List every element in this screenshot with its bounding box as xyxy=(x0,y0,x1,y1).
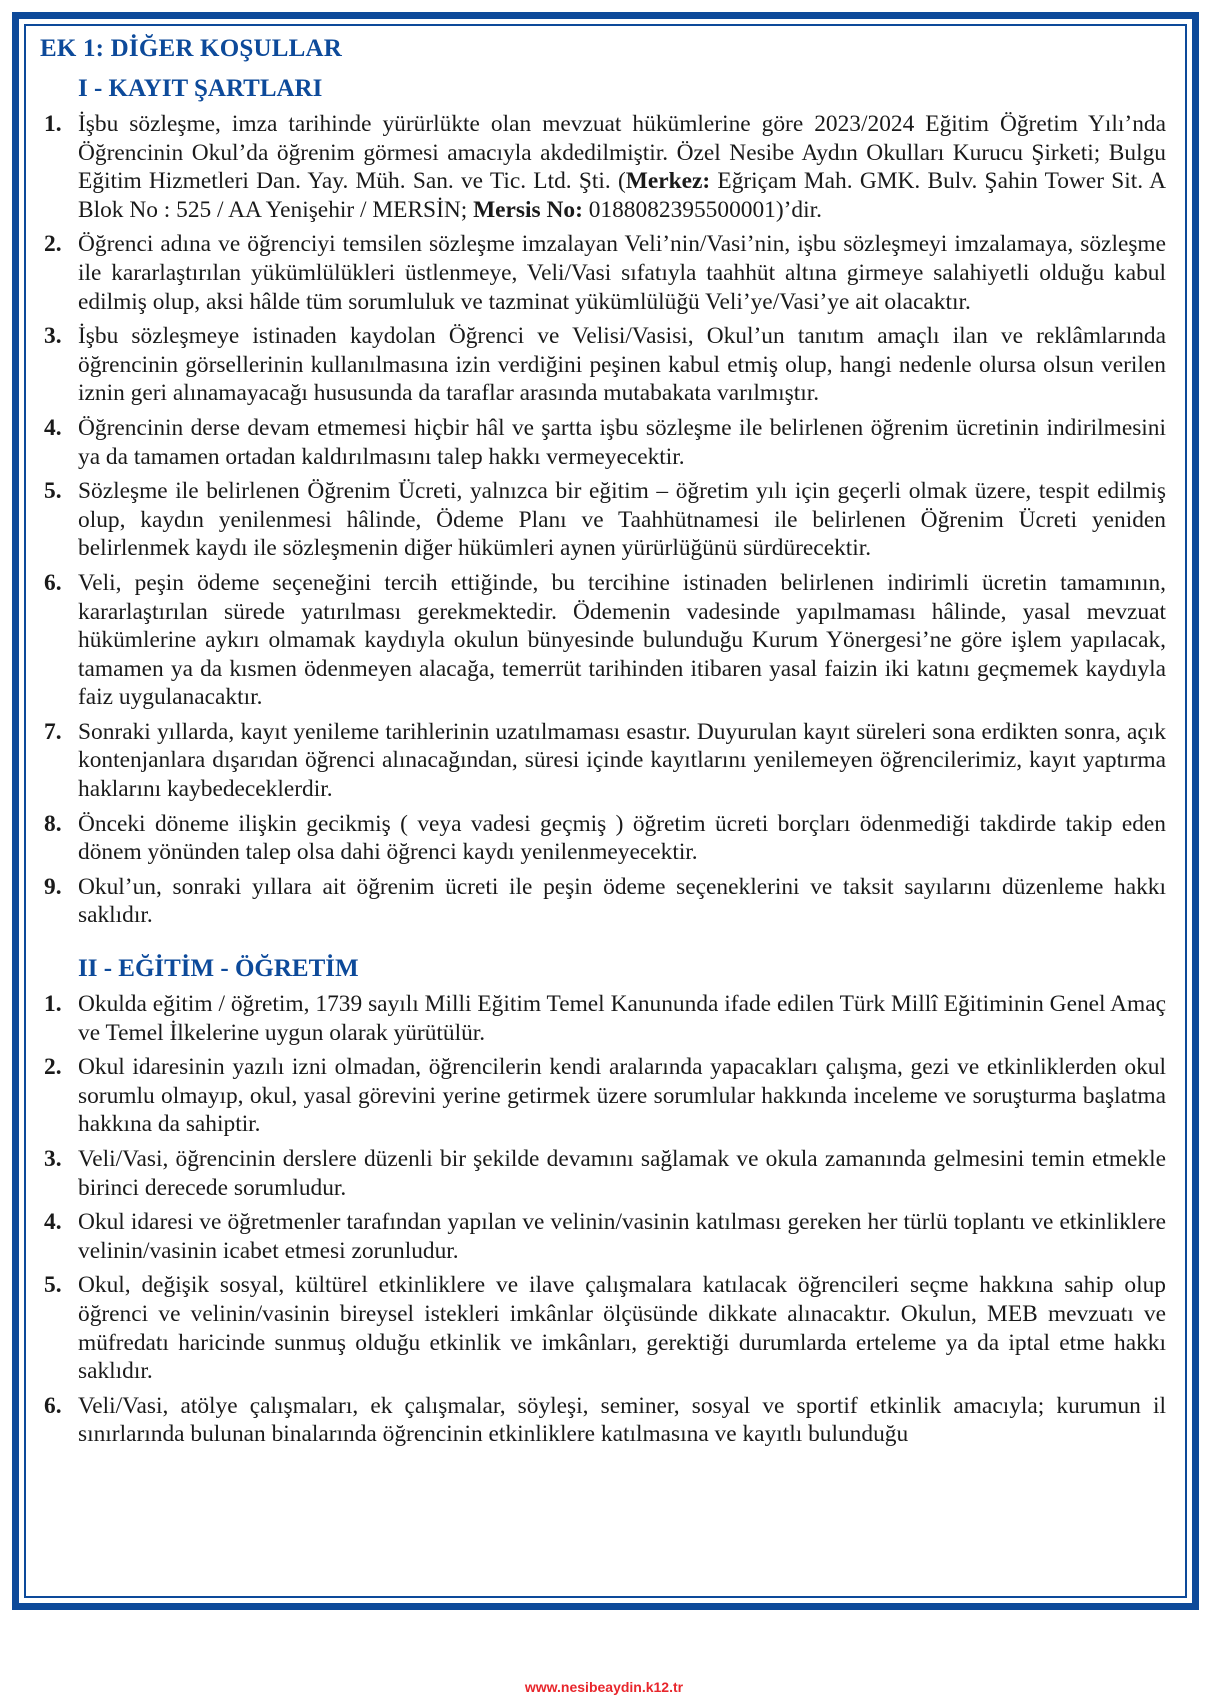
item-text: Veli, peşin ödeme seçeneğini tercih ettiğinde, bu tercihine istinaden belirlenen indirimli ücretin tamamının, kararlaştırılan sürede yatırılması gerekmektedir. Ödemenin vadesinde yapılmaması hâlinde, yasal mevzuat hükümlerine aykırı olmamak kaydıyla okulun bünyesinde bulunduğu Kurum Yönergesi’ne göre işlem yapılacak, tamamen ya da kısmen ödenmeyen alacağa, temerrüt tarihinden itibaren yasal faizin iki katını geçmemek kaydıyla faiz uygulanacaktır. xyxy=(78,569,1166,711)
list-item xyxy=(40,569,1166,712)
item-number: 4. xyxy=(44,1209,62,1236)
item-text: Okul idaresi ve öğretmenler tarafından yapılan ve velinin/vasinin katılması gereken her türlü toplantı ve etkinliklere velinin/vasinin icabet etmesi zorunludur. xyxy=(78,1209,1166,1264)
item-text: İşbu sözleşmeye istinaden kaydolan Öğrenci ve Velisi/Vasisi, Okul’un tanıtım amaçlı ilan ve reklâmlarında öğrencinin görsellerinin kullanılmasına izin verdiğini peşinen kabul etmiş olup, hangi nedenle olursa olsun verilen iznin geri alınamayacağı hususunda da taraflar arasında mutabakata varılmıştır. xyxy=(78,323,1166,407)
item-text: Okul, değişik sosyal, kültürel etkinliklere ve ilave çalışmalara katılacak öğrencileri seçme hakkına sahip olup öğrenci ve velinin/vasinin bireysel istekleri imkânlar ölçüsünde dikkate alınacaktır. Okulun, MEB mevzuatı ve müfredatı haricinde sunmuş olduğu etkinlik ve imkânları, gerektiği durumlarda erteleme ya da iptal etme hakkı saklıdır. xyxy=(78,1272,1166,1385)
list-item xyxy=(40,1145,1166,1202)
section-heading-kayit-sartlari: I - KAYIT ŞARTLARI xyxy=(78,75,323,102)
item-number: 4. xyxy=(44,414,62,441)
item-text: Öğrencinin derse devam etmemesi hiçbir hâl ve şartta işbu sözleşme ile belirlenen öğrenim ücretinin indirilmesini ya da tamamen ortadan kaldırılmasını talep hakkı vermeyecektir. xyxy=(78,414,1166,470)
item-number: 8. xyxy=(44,810,62,837)
item-text: Öğrenci adına ve öğrenciyi temsilen sözleşme imzalayan Veli’nin/Vasi’nin, işbu sözleşmeyi imzalamaya, sözleşme ile kararlaştırılan yükümlülükleri üstlenmeye, Veli/Vasi sıfatıyla taahhüt altına girmeye salahiyetli olduğu kabul edilmiş olup, aksi hâlde tüm sorumluluk ve tazminat yükümlülüğü Veli’ye/Vasi’ye ait olacaktır. xyxy=(78,231,1166,315)
list-item xyxy=(40,718,1166,804)
list-item xyxy=(40,110,1166,224)
list-item xyxy=(40,990,1166,1047)
item-number: 5. xyxy=(44,478,62,505)
item-number: 3. xyxy=(44,323,62,350)
item-text: Okulda eğitim / öğretim, 1739 sayılı Milli Eğitim Temel Kanununda ifade edilen Türk Millî Eğitiminin Genel Amaç ve Temel İlkelerine uygun olarak yürütülür. xyxy=(78,991,1166,1046)
list-item xyxy=(40,1271,1166,1385)
item-text: Veli/Vasi, atölye çalışmaları, ek çalışmalar, söyleşi, seminer, sosyal ve sportif etkinlik amacıyla; kurumun il sınırlarında bulunan binalarında öğrencinin etkinliklere katılmasına ve kayıtlı bulunduğu xyxy=(78,1392,1166,1448)
item-text-part: Eğriçam Mah. GMK. Bulv. Şahin Tower Sit. A Blok No : 525 / AA Yenişehir / MERSİN; xyxy=(78,168,1166,223)
list-item xyxy=(40,477,1166,563)
document-content xyxy=(40,34,1166,1449)
item-number: 2. xyxy=(44,231,62,258)
item-text-part: 0188082395500001)’dir. xyxy=(582,196,822,223)
item-number: 3. xyxy=(44,1146,62,1172)
item-text: Sözleşme ile belirlenen Öğrenim Ücreti, yalnızca bir eğitim – öğretim yılı için geçerli olmak üzere, tespit edilmiş olup, kaydın yenilenmesi hâlinde, Ödeme Planı ve Taahhütnamesi ile belirlenen Öğrenim Ücreti yeniden belirlenmek kaydı ile sözleşmenin diğer hükümleri aynen yürürlüğünü sürdürecektir. xyxy=(78,478,1166,562)
item-text: Okul’un, sonraki yıllara ait öğrenim ücreti ile peşin ödeme seçeneklerini ve taksit sayılarını düzenleme hakkı saklıdır. xyxy=(78,873,1166,929)
item-number: 1. xyxy=(44,991,62,1018)
list-item xyxy=(40,1208,1166,1265)
list-item xyxy=(40,322,1166,408)
section-list-egitim-ogretim xyxy=(40,990,1166,1449)
list-item xyxy=(40,810,1166,867)
footer-website-link[interactable]: www.nesibeaydin.k12.tr xyxy=(524,1679,684,1695)
item-number: 2. xyxy=(44,1054,62,1081)
list-item xyxy=(40,414,1166,471)
list-item xyxy=(40,1392,1166,1449)
item-text: Veli/Vasi, öğrencinin derslere düzenli bir şekilde devamını sağlamak ve okula zamanında gelmesini temin etmekle birinci derecede sorumludur. xyxy=(78,1146,1166,1201)
item-text: Sonraki yıllarda, kayıt yenileme tarihlerinin uzatılmaması esastır. Duyurulan kayıt süreleri sona erdikten sonra, açık kontenjanlara dışarıdan öğrenci alınacağından, süresi içinde kayıtlarını yenilemeyen öğrencilerimiz, kayıt yaptırma haklarını kaybedeceklerdir. xyxy=(78,718,1166,803)
item-text-part: İşbu sözleşme, imza tarihinde yürürlükte olan mevzuat hükümlerine göre 2023/2024 Eğitim Öğretim Yılı’nda Öğrencinin Okul’da öğrenim görmesi amacıyla akdedilmiştir. Özel Nesibe Aydın Okulları Kurucu Şirketi; Bulgu Eğitim Hizmetleri Dan. Yay. Müh. San. ve Tic. Ltd. Şti. ( xyxy=(78,111,1166,195)
item-number: 6. xyxy=(44,569,62,596)
section-heading-egitim-ogretim: II - EĞİTİM - ÖĞRETİM xyxy=(78,955,359,983)
item-number: 9. xyxy=(44,873,62,900)
item-text-bold-merkez: Merkez: xyxy=(625,168,711,195)
item-number: 7. xyxy=(44,718,62,745)
item-text: Önceki döneme ilişkin gecikmiş ( veya vadesi geçmiş ) öğretim ücreti borçları ödenmediği takdirde takip eden dönem yönünden talep olsa dahi öğrenci kaydı yenilenmeyecektir. xyxy=(78,810,1166,866)
item-number: 1. xyxy=(44,111,62,137)
item-text: Okul idaresinin yazılı izni olmadan, öğrencilerin kendi aralarında yapacakları çalışma, gezi ve etkinliklerden okul sorumlu olmayıp, okul, yasal görevini yerine getirmek üzere sorumlular hakkında inceleme ve soruşturma başlatma hakkına da sahiptir. xyxy=(78,1054,1166,1138)
document-title: EK 1: DİĞER KOŞULLAR xyxy=(40,35,342,62)
list-item xyxy=(40,1053,1166,1139)
list-item xyxy=(40,230,1166,316)
item-number: 5. xyxy=(44,1272,62,1299)
list-item xyxy=(40,873,1166,930)
item-text-bold-mersis: Mersis No: xyxy=(473,196,583,223)
item-number: 6. xyxy=(44,1392,62,1419)
section-list-kayit-sartlari xyxy=(40,110,1166,930)
